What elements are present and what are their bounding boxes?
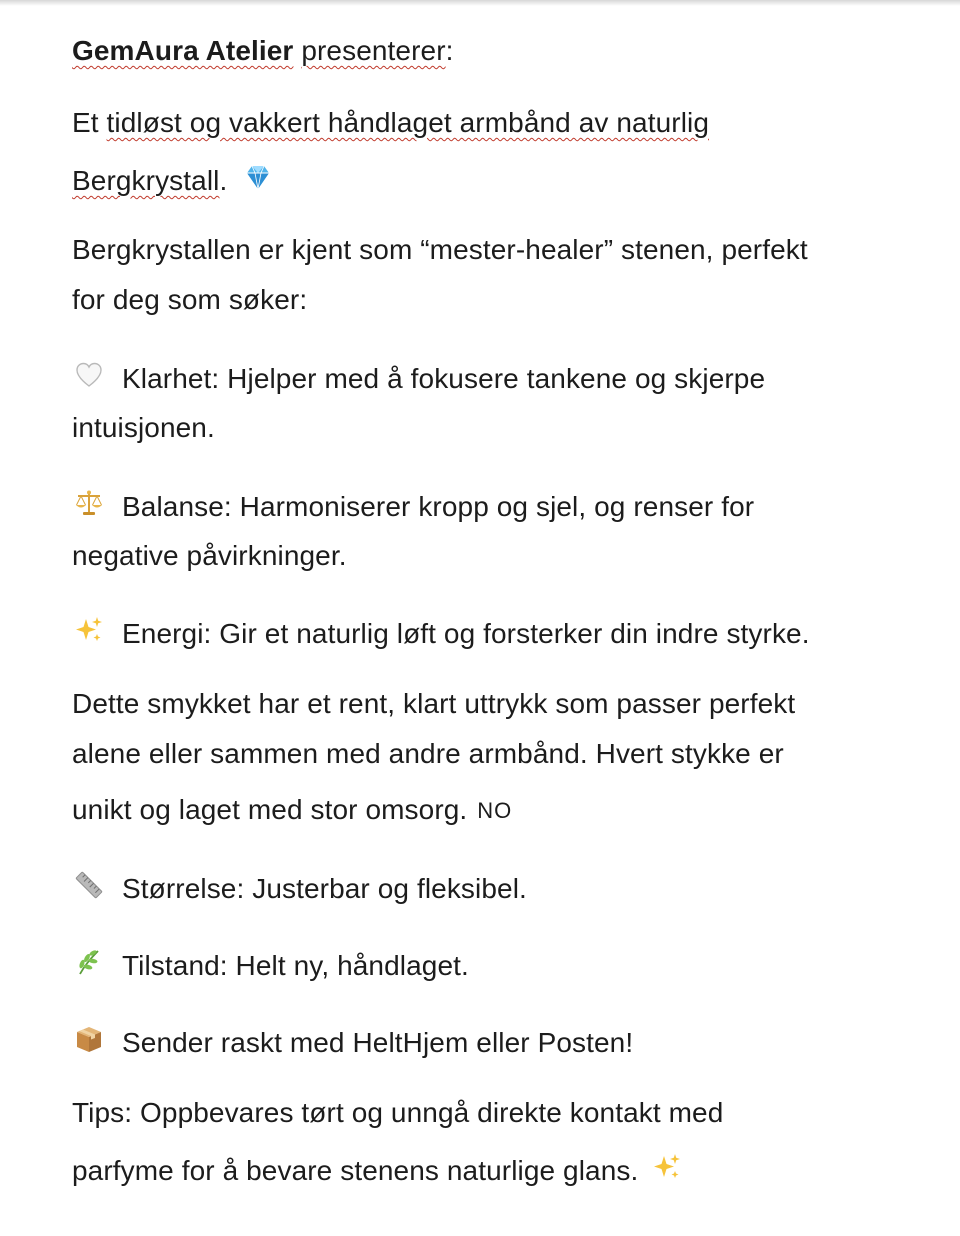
detail-size: Størrelse: Justerbar og fleksibel. (72, 870, 527, 906)
healer-line-1: Bergkrystallen er kjent som “mester-healer” stenen, perfekt (72, 234, 808, 265)
package-icon (72, 1024, 106, 1054)
description-line-2: alene eller sammen med andre armbånd. Hvert stykke er (72, 738, 784, 769)
herb-icon (72, 947, 106, 977)
sparkles-icon (650, 1152, 684, 1182)
sparkles-icon (72, 615, 106, 645)
ruler-icon (72, 870, 106, 900)
intro-underlined: tidløst og vakkert håndlaget armbånd av naturlig (106, 107, 710, 138)
title-line: GemAura Atelier presenterer: (72, 35, 454, 66)
benefit-clarity: Klarhet: Hjelper med å fokusere tankene og skjerpe (72, 360, 765, 396)
benefit-balance-cont: negative påvirkninger. (72, 540, 347, 571)
balance-scale-icon (72, 488, 106, 518)
healer-line-2: for deg som søker: (72, 284, 308, 315)
benefit-clarity-cont: intuisjonen. (72, 412, 215, 443)
stone-name: Bergkrystall (72, 165, 220, 196)
title-verb: presenterer (301, 35, 446, 66)
gem-stone-icon (241, 162, 275, 192)
tips-line-1: Tips: Oppbevares tørt og unngå direkte kontakt med (72, 1097, 724, 1128)
detail-shipping: Sender raskt med HeltHjem eller Posten! (72, 1024, 633, 1060)
brand-name: GemAura Atelier (72, 35, 294, 66)
intro-line-1: Et tidløst og vakkert håndlaget armbånd av naturlig (72, 107, 710, 138)
benefit-balance: Balanse: Harmoniserer kropp og sjel, og renser for (72, 488, 754, 524)
benefit-energy: Energi: Gir et naturlig løft og forsterker din indre styrke. (72, 615, 810, 651)
tips-line-2: parfyme for å bevare stenens naturlige glans. (72, 1152, 684, 1188)
description-line-3: unikt og laget med stor omsorg. NO (72, 794, 513, 825)
detail-condition: Tilstand: Helt ny, håndlaget. (72, 947, 469, 983)
norway-flag-label: NO (477, 798, 513, 823)
description-line-1: Dette smykket har et rent, klart uttrykk som passer perfekt (72, 688, 796, 719)
intro-line-2: Bergkrystall. (72, 162, 275, 198)
white-heart-icon (72, 360, 106, 390)
